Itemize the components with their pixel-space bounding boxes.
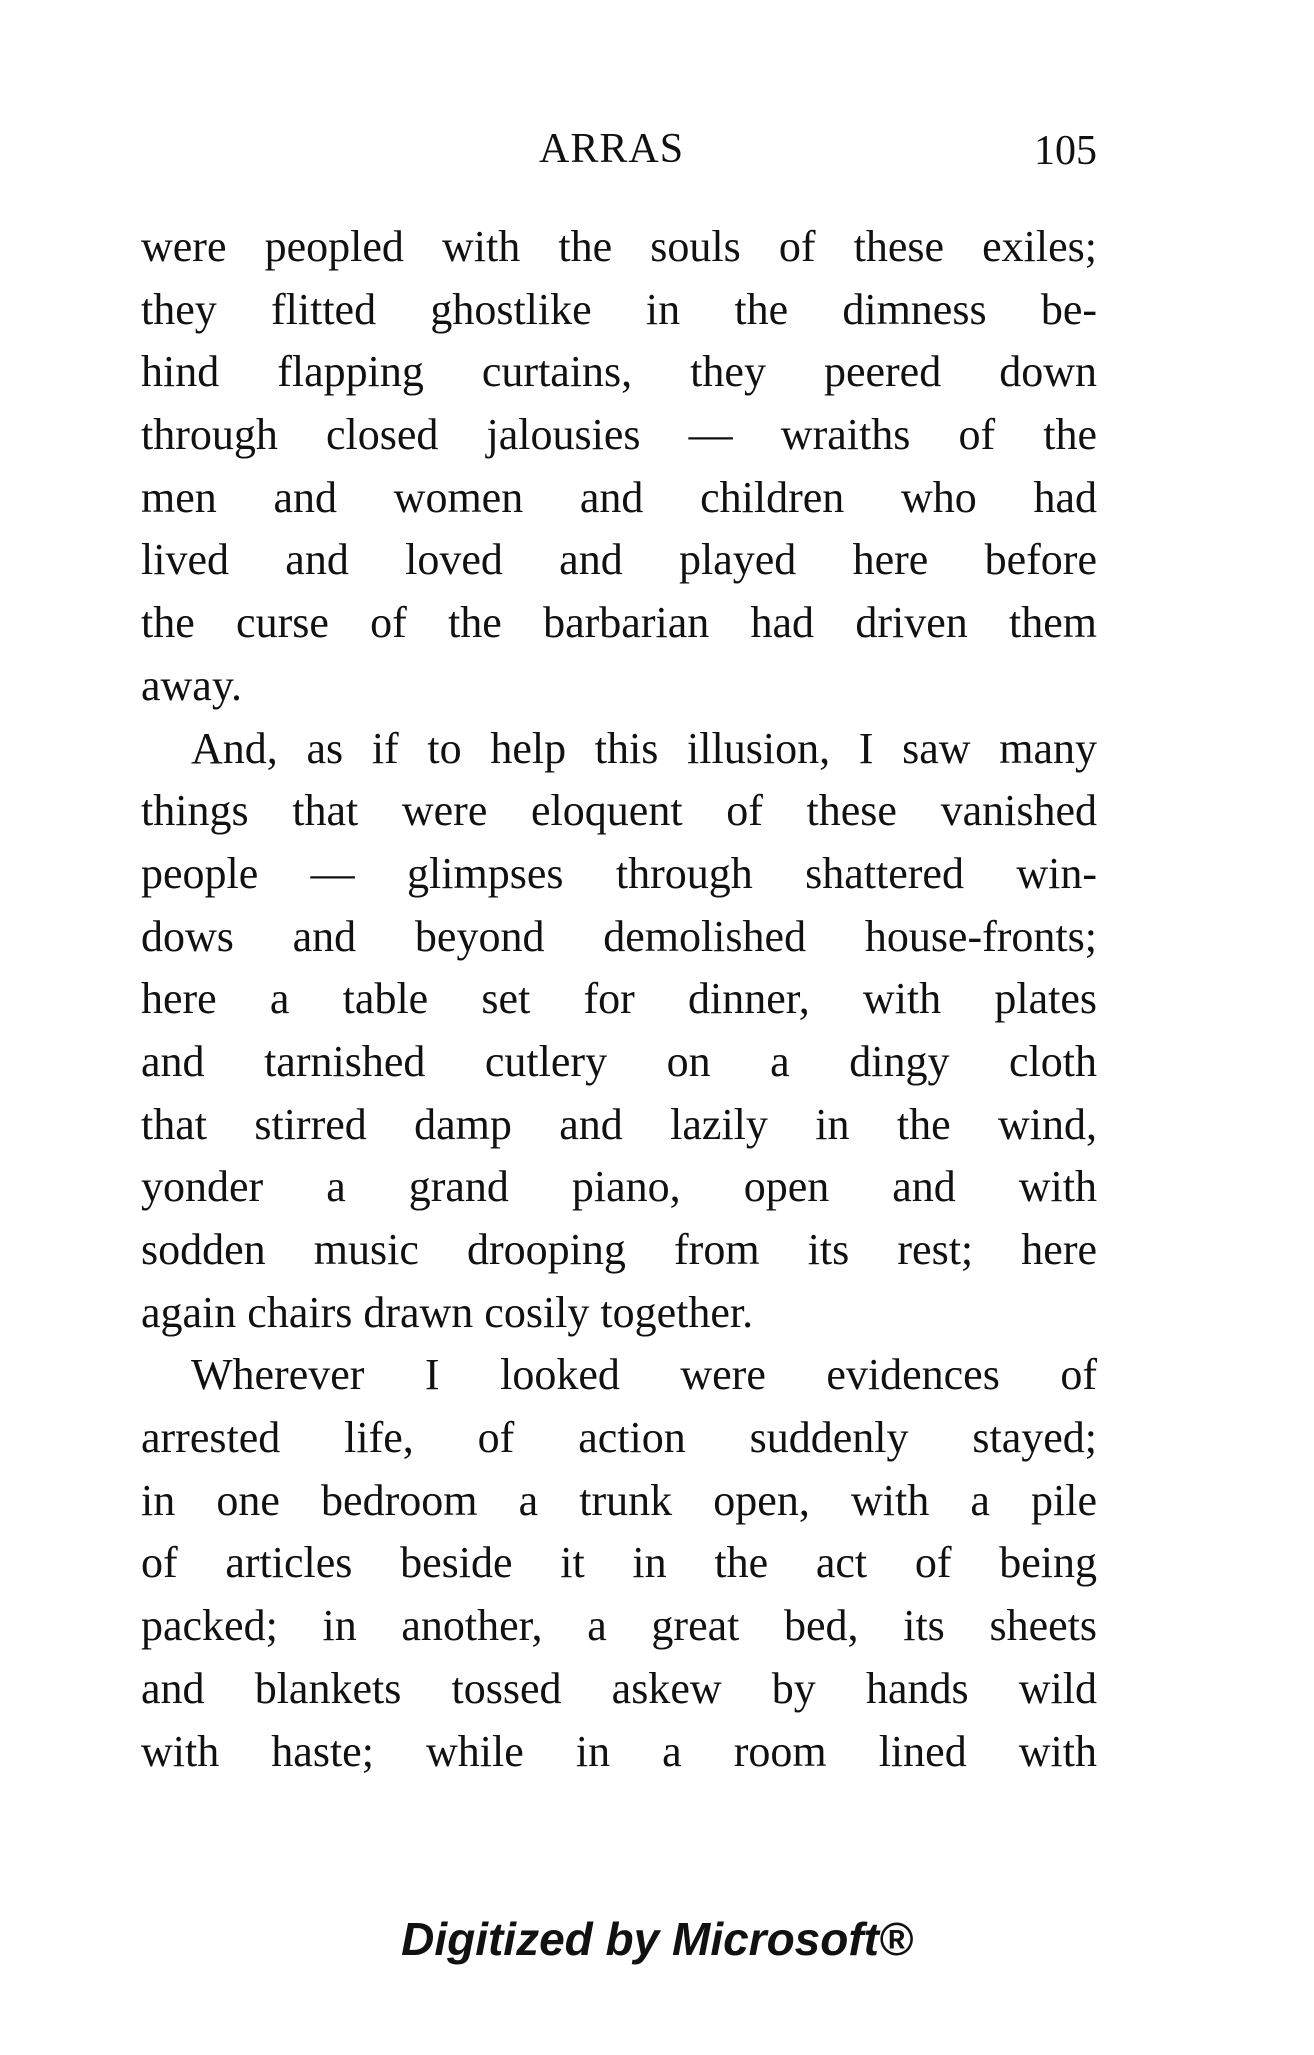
text-line: that stirred damp and lazily in the wind, <box>141 1099 1097 1149</box>
text-line: things that were eloquent of these vanished <box>141 786 1097 836</box>
digitization-watermark: Digitized by Microsoft® <box>401 1913 913 1965</box>
text-line: people — glimpses through shattered win- <box>141 848 1097 898</box>
page-header <box>141 125 1097 185</box>
text-line: sodden music drooping from its rest; here <box>141 1225 1097 1274</box>
text-line: the curse of the barbarian had driven them <box>141 598 1097 648</box>
text-line: again chairs drawn cosily together. <box>141 1287 754 1337</box>
text-line: Wherever I looked were evidences of <box>191 1350 1097 1400</box>
text-line: packed; in another, a great bed, its sheets <box>141 1601 1097 1651</box>
text-line: were peopled with the souls of these exiles; <box>141 222 1097 271</box>
text-line: lived and loved and played here before <box>141 535 1097 585</box>
text-line: hind flapping curtains, they peered down <box>141 347 1097 397</box>
text-line: through closed jalousies — wraiths of the <box>141 410 1097 460</box>
text-line: men and women and children who had <box>141 472 1097 522</box>
text-line: and blankets tossed askew by hands wild <box>141 1663 1097 1713</box>
running-title: ARRAS <box>539 126 685 172</box>
paragraph <box>141 216 1097 718</box>
page-number: 105 <box>1034 128 1097 174</box>
text-line: away. <box>141 660 242 710</box>
text-line: arrested life, of action suddenly stayed; <box>141 1413 1097 1463</box>
text-line: of articles beside it in the act of being <box>141 1538 1097 1588</box>
body-text <box>141 216 1097 1783</box>
text-line: in one bedroom a trunk open, with a pile <box>141 1475 1097 1525</box>
text-line: with haste; while in a room lined with <box>141 1726 1097 1776</box>
text-line: dows and beyond demolished house-fronts; <box>141 911 1097 961</box>
text-line: And, as if to help this illusion, I saw many <box>191 723 1097 773</box>
paragraph <box>141 1344 1097 1783</box>
text-line: yonder a grand piano, open and with <box>141 1162 1097 1212</box>
text-line: here a table set for dinner, with plates <box>141 974 1097 1024</box>
text-line: and tarnished cutlery on a dingy cloth <box>141 1036 1097 1086</box>
paragraph <box>141 718 1097 1345</box>
text-line: they flitted ghostlike in the dimness be- <box>141 284 1097 334</box>
